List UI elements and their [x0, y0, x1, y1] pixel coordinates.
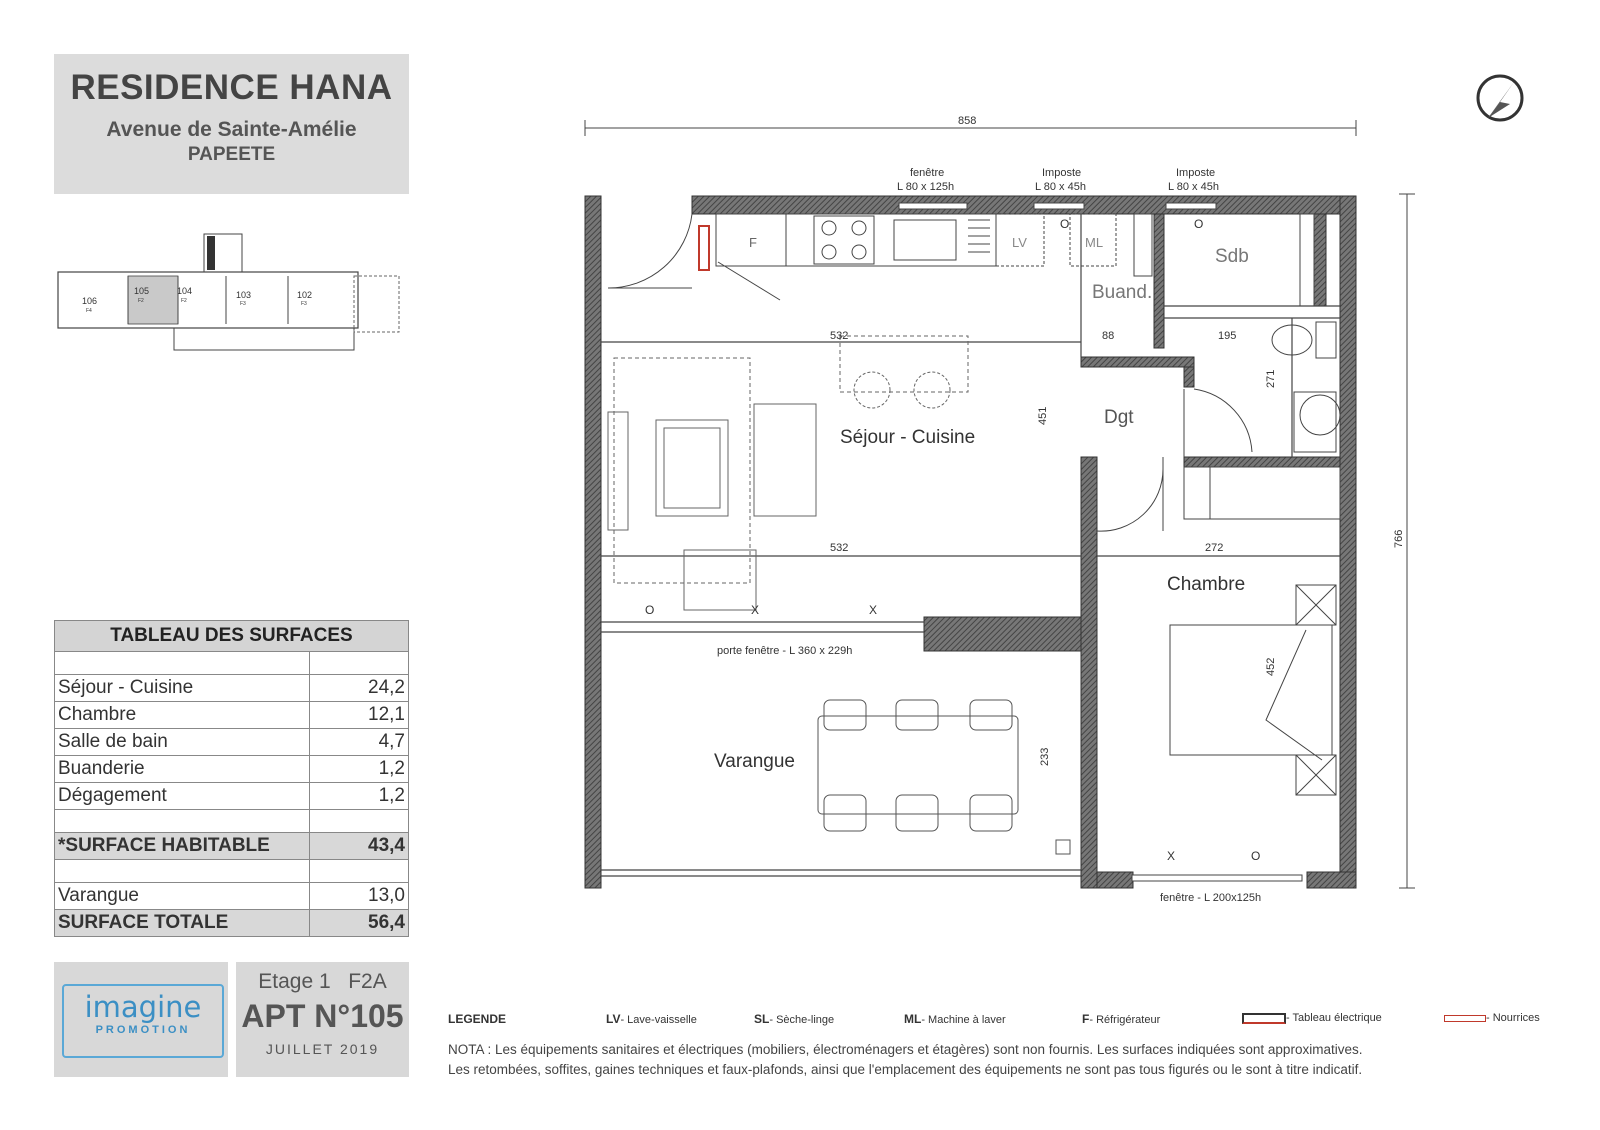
nota-line-2: Les retombées, soffites, gaines techniques et faux-plafonds, ainsi que l'emplacement des équipements ne sont pas tous figurés ou le sont à titre indicatif. [448, 1062, 1363, 1077]
apartment-number: APT N°105 [241, 998, 404, 1034]
legend-text: - Machine à laver [921, 1014, 1006, 1026]
dim-532-top: 532 [830, 330, 849, 342]
room-sejour-cuisine: Séjour - Cuisine [840, 427, 976, 448]
opening-fenetre-top-1: fenêtre [910, 167, 945, 179]
legend-text: - Réfrigérateur [1089, 1014, 1161, 1026]
marker-o: O [1194, 217, 1204, 231]
legend-text: - Nourrices [1486, 1012, 1540, 1024]
row-value: 1,2 [310, 783, 409, 810]
dim-195: 195 [1218, 330, 1237, 342]
row-label: Dégagement [55, 783, 310, 810]
legend-text: - Sèche-linge [769, 1014, 835, 1026]
keyplan-unit-105: 105 [134, 286, 150, 296]
marker-x: X [869, 603, 878, 617]
row-value: 1,2 [310, 756, 409, 783]
keyplan-type-103: F3 [240, 301, 246, 307]
legend-text: - Tableau électrique [1286, 1012, 1382, 1024]
fridge-label: F [749, 235, 757, 250]
keyplan-unit-102: 102 [297, 290, 313, 300]
row-value: 24,2 [310, 675, 409, 702]
dim-766: 766 [1393, 529, 1405, 548]
marker-o: O [645, 603, 655, 617]
marker-o: O [1060, 217, 1070, 231]
city-name: PAPEETE [187, 144, 276, 165]
marker-x: X [751, 603, 760, 617]
living-furniture [608, 336, 968, 610]
logo-subtitle: PROMOTION [95, 1024, 191, 1036]
room-chambre: Chambre [1167, 574, 1246, 595]
opening-fenetre-top-2: L 80 x 125h [897, 181, 955, 193]
legend-key: ML [904, 1012, 922, 1026]
residence-title: RESIDENCE HANA [70, 68, 393, 107]
dim-271: 271 [1265, 369, 1277, 388]
habitable-value: 43,4 [310, 833, 409, 860]
opening-imposte1-2: L 80 x 45h [1035, 181, 1086, 193]
legend-key: F [1082, 1012, 1090, 1026]
keyplan-unit-106: 106 [82, 296, 98, 306]
opening-imposte1-1: Imposte [1042, 167, 1082, 179]
opening-fenetre-bottom: fenêtre - L 200x125h [1160, 892, 1262, 904]
room-buanderie: Buand. [1092, 282, 1153, 303]
row-label: Varangue [55, 883, 310, 910]
row-label: Séjour - Cuisine [55, 675, 310, 702]
dining-table [818, 700, 1070, 854]
plan-date: JUILLET 2019 [265, 1041, 380, 1057]
habitable-label: *SURFACE HABITABLE [55, 833, 310, 860]
opening-imposte2-1: Imposte [1176, 167, 1216, 179]
bathroom-fixtures [1272, 214, 1340, 452]
north-arrow-icon [1478, 76, 1522, 120]
room-degagement: Dgt [1104, 407, 1134, 428]
legend [448, 1010, 1568, 1030]
row-label: Salle de bain [55, 729, 310, 756]
marker-x: X [1167, 849, 1176, 863]
window-markers [899, 203, 1302, 881]
dim-233: 233 [1039, 747, 1051, 766]
logo-name: imagine [84, 990, 202, 1024]
dishwasher-label: LV [1012, 235, 1027, 250]
total-label: SURFACE TOTALE [55, 910, 310, 937]
apartment-type: F2A [348, 970, 387, 993]
dim-452: 452 [1265, 657, 1277, 676]
row-label: Buanderie [55, 756, 310, 783]
electrical-panel-icon [699, 226, 709, 270]
surfaces-title: TABLEAU DES SURFACES [55, 621, 409, 652]
nota-line-1: NOTA : Les équipements sanitaires et électriques (mobiliers, électroménagers et étagères) sont non fournis. Les surfaces indiquées sont approximatives. [448, 1042, 1363, 1057]
walls [585, 196, 1356, 888]
partitions [601, 214, 1340, 876]
marker-o: O [1251, 849, 1261, 863]
nourrice-symbol-icon [1444, 1015, 1486, 1022]
room-varangue: Varangue [714, 751, 795, 772]
keyplan-type-106: F4 [86, 308, 92, 314]
street-address: Avenue de Sainte-Amélie [106, 118, 357, 141]
nota [448, 1040, 1578, 1080]
row-value: 4,7 [310, 729, 409, 756]
legend-key: LV [606, 1012, 621, 1026]
opening-imposte2-2: L 80 x 45h [1168, 181, 1219, 193]
dim-858: 858 [958, 115, 977, 127]
washer-label: ML [1085, 235, 1104, 250]
bedroom-furniture [1170, 467, 1340, 795]
keyplan-type-104: F2 [181, 298, 187, 304]
dim-88: 88 [1102, 330, 1115, 342]
dim-532-bottom: 532 [830, 542, 849, 554]
floor-label: Etage 1 [258, 970, 331, 993]
keyplan-type-102: F3 [301, 301, 307, 307]
row-value: 12,1 [310, 702, 409, 729]
keyplan-unit-104: 104 [177, 286, 193, 296]
keyplan-type-105: F2 [138, 298, 144, 304]
total-value: 56,4 [310, 910, 409, 937]
row-label: Chambre [55, 702, 310, 729]
dim-451: 451 [1037, 406, 1049, 425]
room-sdb: Sdb [1215, 246, 1249, 267]
keyplan-unit-103: 103 [236, 290, 252, 300]
row-value: 13,0 [310, 883, 409, 910]
legend-text: - Lave-vaisselle [620, 1014, 697, 1026]
dim-272: 272 [1205, 542, 1224, 554]
opening-porte-fenetre: porte fenêtre - L 360 x 229h [717, 645, 853, 657]
electrical-panel-symbol-icon [1242, 1013, 1286, 1024]
legend-key: SL [754, 1012, 770, 1026]
legend-title: LEGENDE [448, 1012, 507, 1026]
